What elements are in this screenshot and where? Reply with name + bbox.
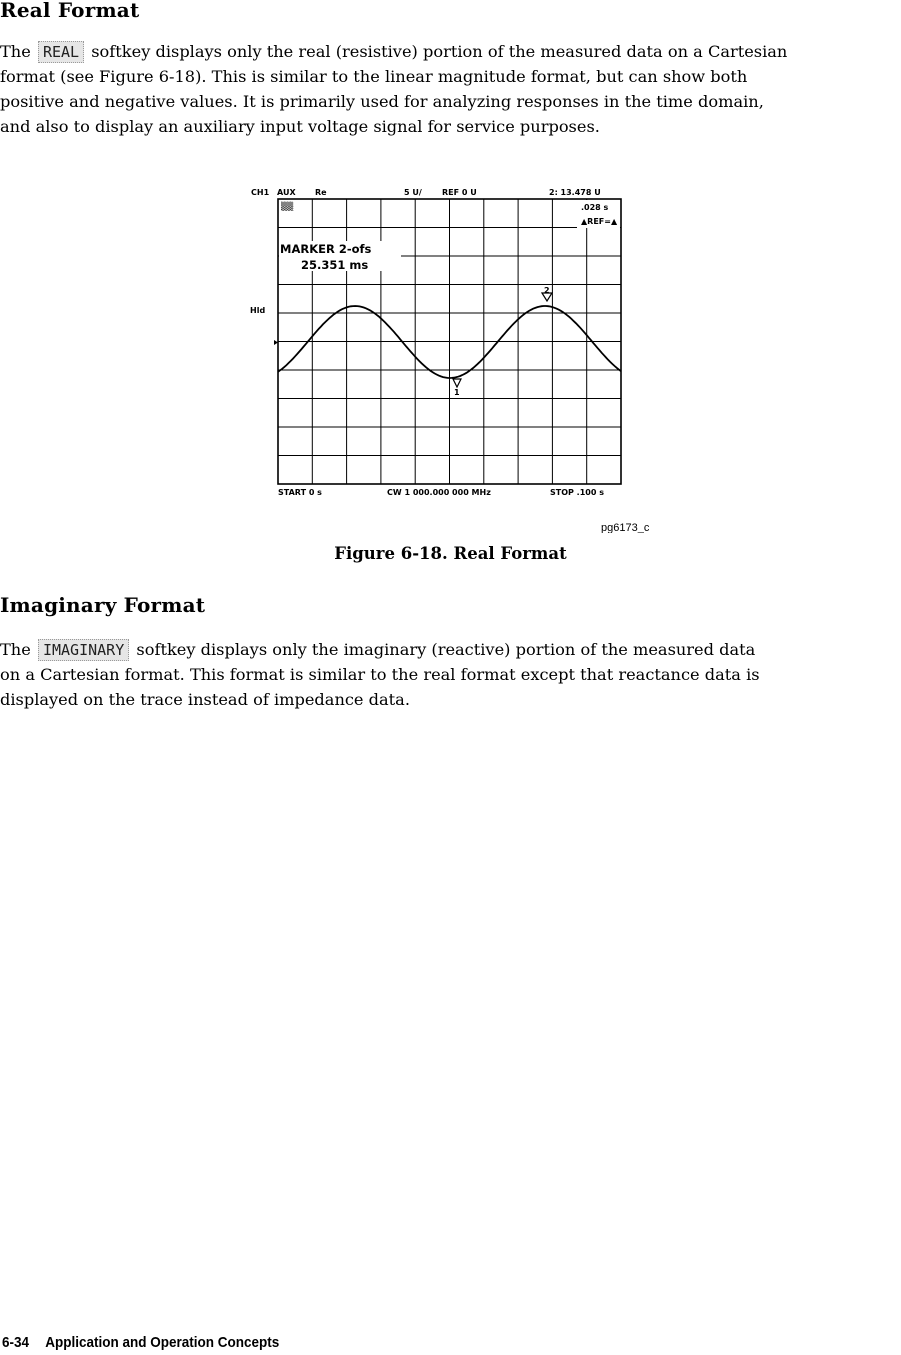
- screen-channel: CH1: [251, 188, 270, 197]
- screen-stop: STOP .100 s: [550, 488, 604, 497]
- imaginary-format-line-3: displayed on the trace instead of impedance data.: [0, 690, 410, 709]
- imaginary-softkey: IMAGINARY: [38, 639, 129, 661]
- figure-id: pg6173_c: [601, 522, 650, 533]
- real-format-line-4: and also to display an auxiliary input voltage signal for service purposes.: [0, 117, 600, 136]
- page-number: 6-34: [2, 1334, 30, 1351]
- real-format-line-3: positive and negative values. It is primarily used for analyzing responses in the time domain,: [0, 92, 764, 111]
- screen-marker-value: 25.351 ms: [301, 258, 369, 272]
- real-format-figure: [248, 183, 668, 533]
- real-softkey: REAL: [38, 41, 84, 63]
- real-format-line-1: [0, 39, 901, 64]
- screen-ref: REF 0 U: [442, 188, 477, 197]
- imaginary-line1-rest: softkey displays only the imaginary (reactive) portion of the measured data: [136, 640, 756, 659]
- marker-2-label: 2: [544, 286, 550, 295]
- marker-2: [542, 286, 552, 301]
- real-format-heading: Real Format: [0, 0, 140, 22]
- real-format-line-2: format (see Figure 6-18). This is similar to the linear magnitude format, but can show both: [0, 67, 748, 86]
- screen-delta-mode: ▲REF=▲: [581, 217, 618, 226]
- screen-input: AUX: [277, 188, 296, 197]
- marker-1-icon: [453, 379, 461, 387]
- imaginary-line1-lead: The: [0, 640, 31, 659]
- screen-delta-time: .028 s: [581, 203, 609, 212]
- page-footer: [2, 1334, 279, 1351]
- screen-hold: Hld: [250, 306, 266, 315]
- imaginary-format-line-1: [0, 637, 901, 662]
- screen-cw: CW 1 000.000 000 MHz: [387, 488, 491, 497]
- screen-start: START 0 s: [278, 488, 322, 497]
- marker-1-label: 1: [454, 388, 460, 397]
- screen-format: Re: [315, 188, 327, 197]
- screen-status-box: ▒▒: [281, 202, 294, 211]
- analyzer-screen: [248, 183, 668, 533]
- imaginary-format-line-2: on a Cartesian format. This format is similar to the real format except that reactance data is: [0, 665, 760, 684]
- marker-1: [453, 379, 461, 397]
- screen-scale: 5 U/: [404, 188, 422, 197]
- real-line1-rest: softkey displays only the real (resistive) portion of the measured data on a Cartesian: [91, 42, 788, 61]
- footer-section-title: Application and Operation Concepts: [45, 1334, 280, 1351]
- real-line1-lead: The: [0, 42, 31, 61]
- screen-marker-readout: 2: 13.478 U: [549, 188, 601, 197]
- figure-caption: Figure 6-18. Real Format: [334, 544, 567, 563]
- screen-marker-title: MARKER 2-ofs: [280, 242, 372, 256]
- imaginary-format-heading: Imaginary Format: [0, 593, 206, 617]
